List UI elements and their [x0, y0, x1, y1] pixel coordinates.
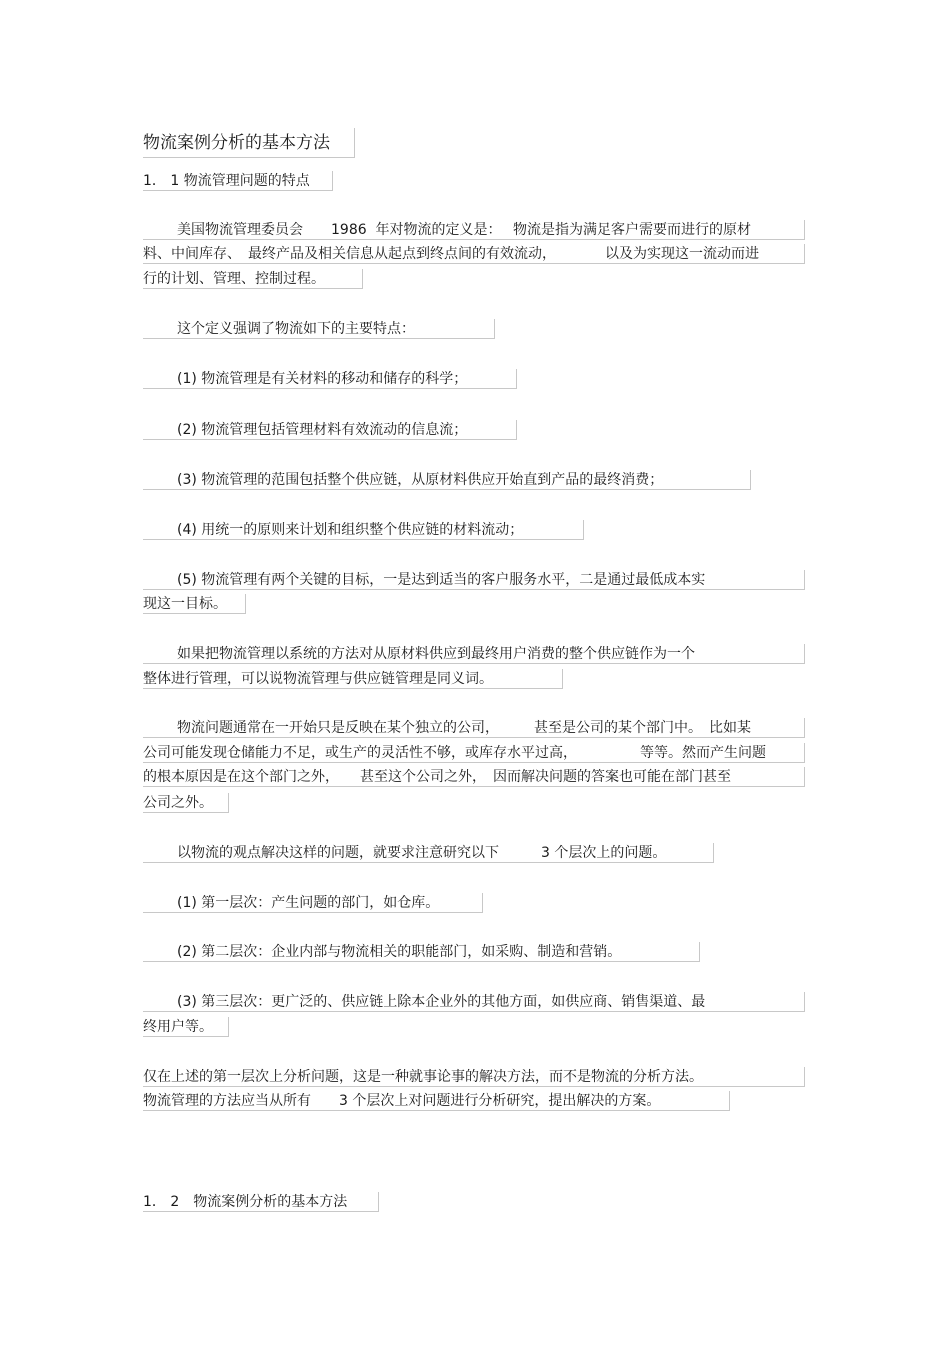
- paragraph-line: 物流管理的方法应当从所有 3 个层次上对问题进行分析研究，提出解决的方案。: [143, 1091, 730, 1111]
- list-item: (1) 物流管理是有关材料的移动和储存的科学；: [143, 369, 517, 389]
- paragraph-line: 这个定义强调了物流如下的主要特点：: [143, 319, 495, 339]
- list-item: (3) 物流管理的范围包括整个供应链，从原材料供应开始直到产品的最终消费；: [143, 470, 751, 490]
- paragraph-line: 公司可能发现仓储能力不足，或生产的灵活性不够，或库存水平过高， 等等。然而产生问题: [143, 743, 805, 763]
- paragraph-line: 如果把物流管理以系统的方法对从原材料供应到最终用户消费的整个供应链作为一个: [143, 644, 805, 664]
- paragraph-line: 物流问题通常在一开始只是反映在某个独立的公司， 甚至是公司的某个部门中。 比如某: [143, 718, 805, 738]
- paragraph-line: 公司之外。: [143, 793, 229, 813]
- list-item-continuation: 现这一目标。: [143, 594, 246, 614]
- paragraph-line: 仅在上述的第一层次上分析问题，这是一种就事论事的解决方法，而不是物流的分析方法。: [143, 1067, 805, 1087]
- document-title: 物流案例分析的基本方法: [143, 128, 355, 158]
- paragraph-line: 整体进行管理，可以说物流管理与供应链管理是同义词。: [143, 669, 563, 689]
- paragraph-line: 的根本原因是在这个部门之外， 甚至这个公司之外， 因而解决问题的答案也可能在部门甚至: [143, 767, 805, 787]
- section-heading-1-2: 1． 2 物流案例分析的基本方法: [143, 1192, 379, 1212]
- list-item: (3) 第三层次：更广泛的、供应链上除本企业外的其他方面，如供应商、销售渠道、最: [143, 992, 805, 1012]
- paragraph-line: 行的计划、管理、控制过程。: [143, 269, 363, 289]
- list-item: (2) 第二层次：企业内部与物流相关的职能部门，如采购、制造和营销。: [143, 942, 700, 962]
- list-item-continuation: 终用户等。: [143, 1017, 229, 1037]
- list-item: (5) 物流管理有两个关键的目标，一是达到适当的客户服务水平，二是通过最低成本实: [143, 570, 805, 590]
- list-item: (2) 物流管理包括管理材料有效流动的信息流；: [143, 420, 517, 440]
- paragraph-line: 以物流的观点解决这样的问题，就要求注意研究以下 3 个层次上的问题。: [143, 843, 714, 863]
- paragraph-line: 料、中间库存、 最终产品及相关信息从起点到终点间的有效流动， 以及为实现这一流动而进: [143, 244, 805, 264]
- section-heading-1-1: 1． 1 物流管理问题的特点: [143, 171, 333, 191]
- paragraph-line: 美国物流管理委员会 1986 年对物流的定义是： 物流是指为满足客户需要而进行的原材: [143, 220, 805, 240]
- list-item: (4) 用统一的原则来计划和组织整个供应链的材料流动；: [143, 520, 584, 540]
- list-item: (1) 第一层次：产生问题的部门，如仓库。: [143, 893, 483, 913]
